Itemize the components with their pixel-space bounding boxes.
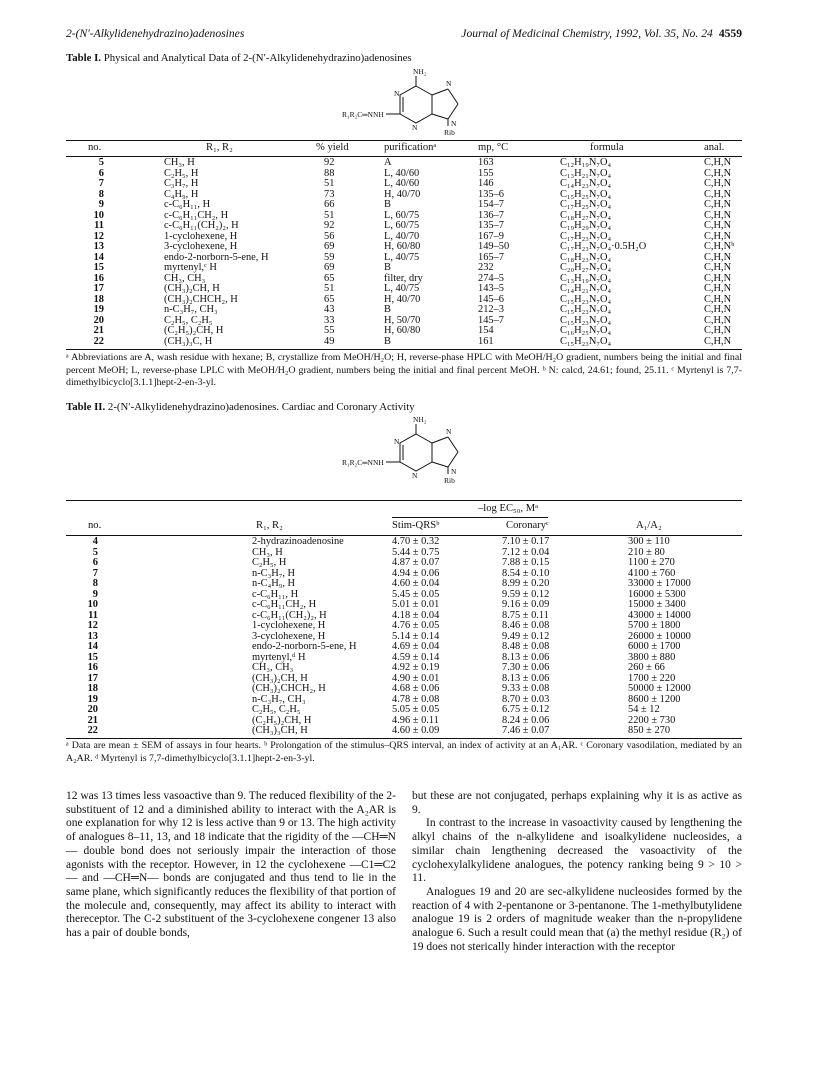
table1-cell: 92	[324, 157, 335, 168]
table2-cell: 26000 ± 10000	[628, 630, 691, 642]
table2-row	[66, 537, 742, 548]
table2-group-header	[66, 503, 742, 517]
table2-caption	[66, 401, 415, 413]
table1-cell: C₁₇H₂₃N₇O₄	[560, 230, 612, 242]
table2-cell: 4.69 ± 0.04	[392, 641, 440, 652]
structure-rib-label: Rib	[444, 476, 455, 485]
table1-cell: C₁₇H₂₅N₇O₄	[560, 199, 612, 210]
structure-nh2-label: NH₂	[413, 415, 427, 424]
structure-n7-label: N	[446, 79, 452, 88]
table1-header-row	[66, 142, 742, 156]
table2-cell: 2200 ± 730	[628, 714, 676, 726]
table2-cell: 5.05 ± 0.05	[392, 704, 440, 715]
table1-cell: C,H,N	[704, 209, 732, 221]
table2-cell: 22	[87, 725, 98, 736]
table2-cell: c-C₆H₁₁, H	[252, 588, 299, 600]
table2-row	[66, 705, 742, 716]
table1-cell: C₁₅H₂₃N₇O₄	[560, 314, 612, 326]
table2-cell: c-C₆H₁₁CH₂, H	[252, 599, 317, 610]
table2-cell: 8.13 ± 0.06	[502, 651, 550, 663]
table1-cell: L, 40/75	[384, 283, 420, 294]
table2-row	[66, 621, 742, 632]
table1-cell: 21	[93, 325, 104, 336]
table2-cell: 4.87 ± 0.07	[392, 557, 440, 568]
table1-cell: 3-cyclohexene, H	[164, 241, 238, 252]
table2-cell: 6	[92, 557, 98, 568]
table1-cell: C₂₀H₂₇N₇O₄	[560, 262, 612, 273]
structure-n3-label: N	[412, 471, 418, 480]
table2-cell: 9.16 ± 0.09	[502, 599, 550, 610]
table1-cell: (CH₃)₂CHCH₂, H	[164, 293, 238, 305]
table2-cell: 17	[87, 672, 98, 684]
table1-cell: 14	[93, 251, 104, 263]
table1-col-r: R₁, R₂	[206, 142, 233, 153]
table2-cell: 54 ± 12	[628, 704, 660, 715]
table2-cell: 15000 ± 3400	[628, 599, 686, 610]
table1-cell: L, 60/75	[384, 209, 420, 221]
table1-cell: C₁₇H₂₃N₇O₄·0.5H₂O	[560, 241, 647, 252]
table1-cell: 154–7	[478, 199, 504, 210]
table1-cell: B	[384, 304, 391, 315]
table2-col-no: no.	[88, 520, 102, 531]
structure-n3-label: N	[412, 123, 418, 132]
table1-cell: C₁₅H₂₅N₇O₄	[560, 188, 612, 200]
table1-cell: c-C₆H₁₁, H	[164, 199, 211, 210]
table2-cell: 6000 ± 1700	[628, 641, 681, 652]
body-paragraph: Analogues 19 and 20 are sec-alkylidene nucleosides formed by the reaction of 4 with 2-pentanone or 3-pentanone. The 1-methylbutylidene analogue 19 is 2 orders of magnitude weaker than the n-propylidene analogue 6. Such a result could mean that (a) the methyl residue (R₂) of 19 does not sterically hinder interaction with the receptor	[412, 885, 742, 953]
table2-cell: 5.44 ± 0.75	[392, 546, 440, 558]
table1-cell: C,H,N	[704, 220, 732, 231]
table2-cell: c-C₆H₁₁(CH₂)₂, H	[252, 609, 327, 621]
table1-cell: 51	[324, 283, 335, 294]
table1-cell: C₁₄H₂₁N₇O₄	[560, 283, 612, 294]
table2-cell: 1700 ± 220	[628, 672, 676, 684]
table1-cell: C,H,N	[704, 251, 732, 263]
table1-col-formula: formula	[590, 142, 624, 153]
table2-cell: 7.30 ± 0.06	[502, 662, 550, 673]
table1-row	[66, 263, 742, 274]
table2-bottom-rule	[66, 738, 742, 739]
table1-cell: C₂H₅, C₂H₅	[164, 314, 213, 326]
table1-cell: C₂H₅, H	[164, 167, 199, 179]
table1-cell: 145–6	[478, 293, 504, 305]
running-title: 2-(N′-Alkylidenehydrazino)adenosines	[66, 27, 245, 40]
table1-row	[66, 242, 742, 253]
table1-cell: C,H,N	[704, 272, 732, 284]
table1-cell: 17	[93, 283, 104, 294]
table1-cell: 145–7	[478, 314, 504, 326]
table2-cell: CH₃, H	[252, 546, 283, 558]
table1-cell: 135–6	[478, 188, 504, 200]
table1-caption-text: Physical and Analytical Data of 2-(N′-Alkylidenehydrazino)adenosines	[103, 52, 412, 64]
table2-cell: 8.13 ± 0.06	[502, 672, 550, 684]
table2-cell: 21	[87, 714, 98, 726]
table2-cell: 5.01 ± 0.01	[392, 599, 440, 610]
table2-cell: 5	[92, 546, 98, 558]
table1-cell: C₁₄H₂₃N₇O₄	[560, 178, 612, 189]
table1-cell: 69	[324, 262, 335, 273]
table1-cell: 65	[324, 272, 335, 284]
table1-cell: (C₂H₅)₂CH, H	[164, 325, 224, 336]
table1-footnote: ᵃ Abbreviations are A, wash residue with hexane; B, crystallize from MeOH/H₂O; H, reverse-phase HPLC with MeOH/H₂O gradient, numbers being the initial and final percent MeOH; L, reverse-phase LPLC with MeOH/H₂O gradient, numbers being the initial and final percent MeOH. ᵇ N: calcd, 24.61; found, 25.11. ᶜ Myrtenyl is 7,7-dimethylbicyclo[3.1.1]hept-2-en-3-yl.	[66, 352, 742, 388]
table1-cell: 92	[324, 220, 335, 231]
table1-cell: 9	[98, 199, 104, 210]
table1-cell: 11	[94, 220, 104, 231]
table1-col-yield: % yield	[316, 142, 349, 153]
table1-cell: 73	[324, 188, 335, 200]
table1-cell: CH₃, CH₃	[164, 272, 206, 284]
table2-cell: 4.90 ± 0.01	[392, 672, 440, 684]
table2-cell: 3-cyclohexene, H	[252, 630, 326, 642]
table2-cell: n-C₃H₇, H	[252, 567, 296, 579]
body-right-column	[412, 790, 742, 954]
table2-cell: 4.18 ± 0.04	[392, 609, 440, 621]
table2-col-stim: Stim-QRSᵇ	[392, 520, 440, 531]
table2-cell: 4.60 ± 0.09	[392, 725, 440, 736]
table2-cell: n-C₃H₇, CH₃	[252, 693, 306, 705]
table2-cell: 14	[87, 641, 98, 652]
table2-cell: C₂H₅, C₂H₅	[252, 704, 301, 715]
table2-cell: 7	[92, 567, 98, 579]
table2-header-row	[66, 520, 742, 534]
table2-cell: 13	[87, 630, 98, 642]
table1-cell: L, 40/60	[384, 178, 420, 189]
table2-row	[66, 558, 742, 569]
structure-n1-label: N	[394, 89, 400, 98]
table1-cell: C,H,N	[704, 199, 732, 210]
table1-cell: C₁₈H₂₃N₇O₄	[560, 251, 612, 263]
table1-cell: 59	[324, 251, 335, 263]
table1-label: Table I.	[66, 52, 102, 64]
body-left-column	[66, 790, 396, 941]
table1-cell: 136–7	[478, 209, 504, 221]
table2-col-r: R₁, R₂	[256, 520, 283, 531]
table2-cell: 4.60 ± 0.04	[392, 578, 440, 589]
table1-col-no: no.	[88, 142, 102, 153]
table2-body	[66, 537, 742, 737]
table2-group-rule	[392, 517, 548, 518]
table1-cell: L, 40/75	[384, 251, 420, 263]
table2-label: Table II.	[66, 401, 106, 413]
table2-cell: 4100 ± 760	[628, 567, 676, 579]
table2-cell: 4.78 ± 0.08	[392, 693, 440, 705]
table1-cell: n-C₃H₇, CH₃	[164, 304, 218, 315]
table1-cell: 6	[98, 167, 104, 179]
table1-cell: C₁₃H₂₁N₇O₄	[560, 167, 612, 179]
table1-cell: 51	[324, 178, 335, 189]
table1-cell: 7	[98, 178, 104, 189]
table2-structure	[340, 414, 500, 486]
structure-n1-label: N	[394, 437, 400, 446]
table1-row	[66, 158, 742, 169]
table2-row	[66, 579, 742, 590]
table1-cell: C₁₅H₂₃N₇O₄	[560, 304, 612, 315]
table1-cell: C₁₆H₂₅N₇O₄	[560, 325, 612, 336]
table1-cell: c-C₆H₁₁(CH₂)₂, H	[164, 220, 239, 231]
table2-col-coronary: Coronaryᶜ	[506, 520, 549, 531]
table1-cell: 167–9	[478, 230, 504, 242]
table1-cell: L, 40/60	[384, 167, 420, 179]
table1-cell: C,H,N	[704, 262, 732, 273]
table1-cell: C₁₃H₁₉N₇O₄	[560, 272, 612, 284]
table2-cell: 5.14 ± 0.14	[392, 630, 440, 642]
table2-cell: 4.94 ± 0.06	[392, 567, 440, 579]
table2-cell: 16000 ± 5300	[628, 588, 686, 600]
structure-n9-label: N	[451, 467, 457, 476]
table1-cell: 161	[478, 335, 494, 347]
table2-cell: myrtenyl,ᵈ H	[252, 651, 306, 663]
table2-cell: 9.49 ± 0.12	[502, 630, 550, 642]
table2-cell: 210 ± 80	[628, 546, 665, 558]
table1-cell: C,H,N	[704, 230, 732, 242]
table1-cell: H, 60/80	[384, 241, 421, 252]
table2-cell: 6.75 ± 0.12	[502, 704, 550, 715]
table1-cell: C,H,N	[704, 335, 732, 347]
table1-cell: B	[384, 199, 391, 210]
table2-cell: 50000 ± 12000	[628, 683, 691, 694]
table2-cell: 9.33 ± 0.08	[502, 683, 550, 694]
table1-cell: 18	[93, 293, 104, 305]
table1-cell: CH₃, H	[164, 157, 195, 168]
table1-cell: 55	[324, 325, 335, 336]
table2-cell: (C₂H₅)₂CH, H	[252, 714, 312, 726]
table2-cell: 20	[87, 704, 98, 715]
table1-cell: 15	[93, 262, 104, 273]
table1-cell: 149–50	[478, 241, 510, 252]
table1-cell: 8	[98, 188, 104, 200]
table2-row	[66, 726, 742, 737]
table2-cell: 8.54 ± 0.10	[502, 567, 550, 579]
table2-row	[66, 684, 742, 695]
table1-cell: 274–5	[478, 272, 504, 284]
table1-cell: 212–3	[478, 304, 504, 315]
structure-substituent-label: R₁R₂C═NNH	[342, 110, 384, 119]
table2-cell: (CH₃)₃CH, H	[252, 725, 308, 736]
table1-cell: C,H,N	[704, 167, 732, 179]
journal-name: Journal of Medicinal Chemistry, 1992, Vol. 35, No. 24	[461, 27, 713, 40]
table2-cell: 8.99 ± 0.20	[502, 578, 550, 589]
table2-cell: 5.45 ± 0.05	[392, 588, 440, 600]
table2-cell: 9.59 ± 0.12	[502, 588, 550, 600]
table1-cell: 143–5	[478, 283, 504, 294]
table1-cell: 16	[93, 272, 104, 284]
table2-group-label: –log EC₅₀, Mᵃ	[478, 503, 539, 514]
table1-cell: 135–7	[478, 220, 504, 231]
table1-cell: L, 40/70	[384, 230, 420, 242]
table1-cell: (CH₃)₂CH, H	[164, 283, 220, 294]
table1-cell: 51	[324, 209, 335, 221]
table2-cell: 4.96 ± 0.11	[392, 714, 439, 726]
table2-cell: 3800 ± 880	[628, 651, 676, 663]
table2-cell: 1-cyclohexene, H	[252, 620, 326, 631]
table1-cell: C₁₈H₂₇N₇O₄	[560, 209, 612, 221]
table1-cell: 5	[98, 157, 104, 168]
table1-row	[66, 337, 742, 348]
table2-cell: 8.46 ± 0.08	[502, 620, 550, 631]
table1-cell: c-C₆H₁₁CH₂, H	[164, 209, 229, 221]
table1-cell: C,H,N	[704, 325, 732, 336]
table2-cell: 850 ± 270	[628, 725, 671, 736]
table2-cell: (CH₃)₂CHCH₂, H	[252, 683, 326, 694]
table1-row	[66, 284, 742, 295]
table1-col-purification: purificationᵃ	[384, 142, 437, 153]
table1-cell: C,H,N	[704, 283, 732, 294]
table1-col-anal: anal.	[704, 142, 725, 153]
table1-cell: 69	[324, 241, 335, 252]
table1-cell: C,H,Nᵇ	[704, 241, 735, 252]
table1-cell: 66	[324, 199, 335, 210]
table1-row	[66, 305, 742, 316]
table1-cell: C,H,N	[704, 188, 732, 200]
table1-cell: A	[384, 157, 392, 168]
table1-row	[66, 200, 742, 211]
structure-nh2-label: NH₂	[413, 67, 427, 76]
table2-cell: 5700 ± 1800	[628, 620, 681, 631]
structure-substituent-label: R₁R₂C═NNH	[342, 458, 384, 467]
table1-cell: H, 40/70	[384, 188, 421, 200]
structure-rib-label: Rib	[444, 128, 455, 137]
page-number: 4559	[718, 27, 742, 40]
table2-cell: endo-2-norborn-5-ene, H	[252, 641, 357, 652]
table1-cell: 154	[478, 325, 494, 336]
structure-n7-label: N	[446, 427, 452, 436]
table1-cell: 165–7	[478, 251, 504, 263]
journal-citation	[461, 27, 742, 40]
table2-cell: 1100 ± 270	[628, 557, 675, 568]
table1-cell: 146	[478, 178, 494, 189]
table1-cell: 155	[478, 167, 494, 179]
table1-row	[66, 221, 742, 232]
table2-cell: 4	[92, 536, 98, 547]
table2-cell: 7.88 ± 0.15	[502, 557, 550, 568]
table1-cell: 65	[324, 293, 335, 305]
table1-cell: 56	[324, 230, 335, 242]
structure-n9-label: N	[451, 119, 457, 128]
table1-row	[66, 326, 742, 337]
table1-body	[66, 158, 742, 347]
table1-cell: B	[384, 335, 391, 347]
table2-cell: 8	[92, 578, 98, 589]
table2-row	[66, 642, 742, 653]
table2-cell: 2-hydrazinoadenosine	[252, 536, 344, 547]
table1-cell: 1-cyclohexene, H	[164, 230, 238, 242]
body-paragraph: In contrast to the increase in vasoactivity caused by lengthening the alkyl chains of the n-alkylidene and isoalkylidene nucleosides, a similar chain lengthening decreased the vasoactivity of the cyclohexylalkylidene analogues, the potency ranking being 9 > 10 > 11.	[412, 817, 742, 885]
table2-cell: 11	[88, 609, 98, 621]
table1-cell: C₁₉H₂₉N₇O₄	[560, 220, 612, 231]
table2-cell: 8.70 ± 0.03	[502, 693, 550, 705]
table2-cell: 18	[87, 683, 98, 694]
table1-cell: 43	[324, 304, 335, 315]
table2-col-ratio: A₁/A₂	[636, 520, 662, 531]
table2-cell: 43000 ± 14000	[628, 609, 691, 621]
table1-cell: C₁₂H₁₉N₇O₄	[560, 157, 612, 168]
table1-cell: 163	[478, 157, 494, 168]
table2-caption-text: 2-(N′-Alkylidenehydrazino)adenosines. Cardiac and Coronary Activity	[107, 401, 415, 413]
table1-cell: myrtenyl,ᶜ H	[164, 262, 217, 273]
table2-cell: 4.59 ± 0.14	[392, 651, 440, 663]
table1-cell: C₃H₇, H	[164, 178, 199, 189]
table1-cell: endo-2-norborn-5-ene, H	[164, 251, 269, 263]
table1-cell: H, 60/80	[384, 325, 421, 336]
table2-cell: 33000 ± 17000	[628, 578, 691, 589]
table1-cell: C,H,N	[704, 304, 732, 315]
table1-cell: filter, dry	[384, 272, 423, 284]
table1-caption	[66, 52, 412, 64]
body-paragraph: 12 was 13 times less vasoactive than 9. The reduced flexibility of the 2-substituent of 12 and a diminished ability to interact with the A₂AR is one explanation for why 12 is less active than 9 or 13. The high activity of analogues 8–11, 13, and 18 indicate that the rigidity of the —CH═N— double bond does not seriously impair the interaction of those agonists with the receptor. However, in 12 the cyclohexene —C1═C2— and —CH═N— bonds are conjugated and thus tend to lie in the same plane, which significantly reduces the flexibility of that portion of the molecule and, consequently, may affect its ability to interact with thereceptor. The C-2 substituent of the 3-cyclohexene congener 13 also has a pair of double bonds,	[66, 790, 397, 940]
table2-cell: 19	[87, 693, 98, 705]
table1-cell: 22	[93, 335, 104, 347]
table2-cell: 7.46 ± 0.07	[502, 725, 550, 736]
table1-cell: L, 60/75	[384, 220, 420, 231]
table1-cell: 19	[93, 304, 104, 315]
table1-cell: 13	[93, 241, 104, 252]
table2-cell: (CH₃)₂CH, H	[252, 672, 308, 684]
table2-cell: 7.10 ± 0.17	[502, 536, 550, 547]
table1-cell: 49	[324, 335, 335, 347]
table1-cell: B	[384, 262, 391, 273]
table1-cell: 10	[93, 209, 104, 221]
table2-cell: 16	[87, 662, 98, 673]
table2-cell: 8.48 ± 0.08	[502, 641, 550, 652]
table1-structure	[340, 66, 500, 138]
table1-cell: H, 50/70	[384, 314, 421, 326]
table2-cell: 4.68 ± 0.06	[392, 683, 440, 694]
table1-top-rule	[66, 140, 742, 141]
table1-cell: 232	[478, 262, 494, 273]
table2-cell: 7.12 ± 0.04	[502, 546, 550, 558]
table2-cell: 8.24 ± 0.06	[502, 714, 550, 726]
table1-row	[66, 179, 742, 190]
table2-cell: 4.70 ± 0.32	[392, 536, 440, 547]
body-paragraph: but these are not conjugated, perhaps explaining why it is as active as 9.	[412, 790, 742, 816]
table1-cell: C₁₅H₂₃N₇O₄	[560, 335, 612, 347]
table1-cell: C,H,N	[704, 293, 732, 305]
table1-cell: C₄H₉, H	[164, 188, 199, 200]
table2-cell: 9	[92, 588, 98, 600]
table1-cell: 12	[93, 230, 104, 242]
table1-cell: 33	[324, 314, 335, 326]
table1-cell: C,H,N	[704, 157, 732, 168]
table2-footnote: ᵃ Data are mean ± SEM of assays in four hearts. ᵇ Prolongation of the stimulus–QRS interval, an index of activity at an A₁AR. ᶜ Coronary vasodilation, mediated by an A₂AR. ᵈ Myrtenyl is 7,7-dimethylbicyclo[3.1.1]hept-2-en-3-yl.	[66, 740, 742, 764]
table2-cell: 10	[87, 599, 98, 610]
table2-cell: 4.76 ± 0.05	[392, 620, 440, 631]
table2-cell: CH₃, CH₃	[252, 662, 294, 673]
table2-cell: 260 ± 66	[628, 662, 665, 673]
table2-cell: 15	[87, 651, 98, 663]
table2-cell: 12	[87, 620, 98, 631]
table1-cell: 88	[324, 167, 335, 179]
table1-cell: C,H,N	[704, 314, 732, 326]
table1-cell: H, 40/70	[384, 293, 421, 305]
table1-col-mp: mp, °C	[478, 142, 509, 153]
table1-cell: C₁₅H₂₃N₇O₄	[560, 293, 612, 305]
table2-cell: n-C₄H₉, H	[252, 578, 296, 589]
table2-cell: 300 ± 110	[628, 536, 670, 547]
table1-cell: (CH₃)₃C, H	[164, 335, 213, 347]
table1-bottom-rule	[66, 349, 742, 350]
table1-cell: C,H,N	[704, 178, 732, 189]
table2-cell: C₂H₅, H	[252, 557, 287, 568]
table1-cell: 20	[93, 314, 104, 326]
table2-cell: 8.75 ± 0.11	[502, 609, 549, 621]
table2-row	[66, 600, 742, 611]
table2-top-rule	[66, 500, 742, 501]
table2-cell: 8600 ± 1200	[628, 693, 681, 705]
table2-row	[66, 663, 742, 674]
table2-cell: 4.92 ± 0.19	[392, 662, 440, 673]
